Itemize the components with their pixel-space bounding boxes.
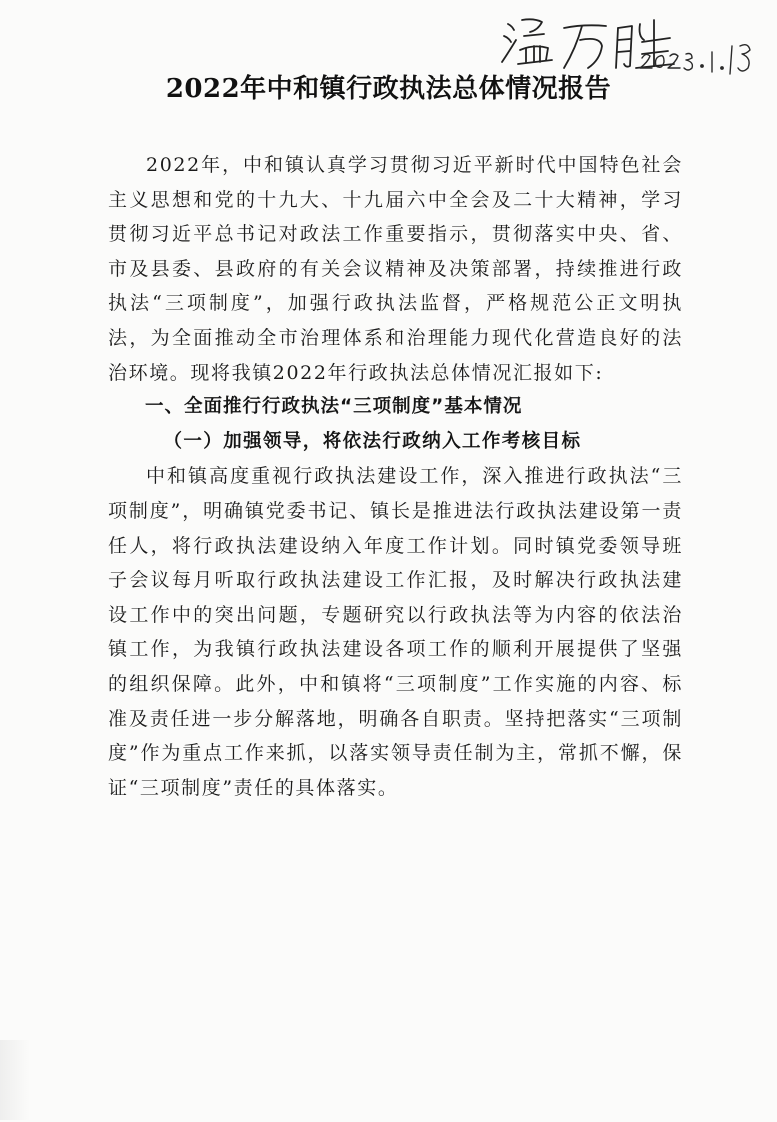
section-heading-1: 一、全面推行行政执法“三项制度”基本情况	[145, 396, 523, 418]
subsection-1-paragraph: 中和镇高度重视行政执法建设工作，深入推进行政执法“三项制度”，明确镇党委书记、镇长是推进法行政执法建设第一责任人，将行政执法建设纳入年度工作计划。同时镇党委领导班子会议每月听取行政执法建设工作汇报，及时解决行政执法建设工作中的突出问题，专题研究以行政执法等为内容的依法治镇工作，为我镇行政执法建设各项工作的顺利开展提供了坚强的组织保障。此外，中和镇将“三项制度”工作实施的内容、标准及责任进一步分解落地，明确各自职责。坚持把落实“三项制度”作为重点工作来抓，以落实领导责任制为主，常抓不懈，保证“三项制度”责任的具体落实。	[108, 465, 683, 799]
intro-paragraph: 2022年，中和镇认真学习贯彻习近平新时代中国特色社会主义思想和党的十九大、十九届六中全会及二十大精神，学习贯彻习近平总书记对政法工作重要指示，贯彻落实中央、省、市及县委、县政府的有关会议精神及决策部署，持续推进行政执法“三项制度”，加强行政执法监督，严格规范公正文明执法，为全面推动全市治理体系和治理能力现代化营造良好的法治环境。现将我镇2022年行政执法总体情况汇报如下:	[108, 154, 683, 384]
document-body	[108, 148, 683, 805]
subsection-heading-1: （一）加强领导，将依法行政纳入工作考核目标	[163, 430, 582, 452]
page-title: 2022年中和镇行政执法总体情况报告	[165, 74, 612, 104]
scan-edge-shadow	[0, 1040, 30, 1120]
